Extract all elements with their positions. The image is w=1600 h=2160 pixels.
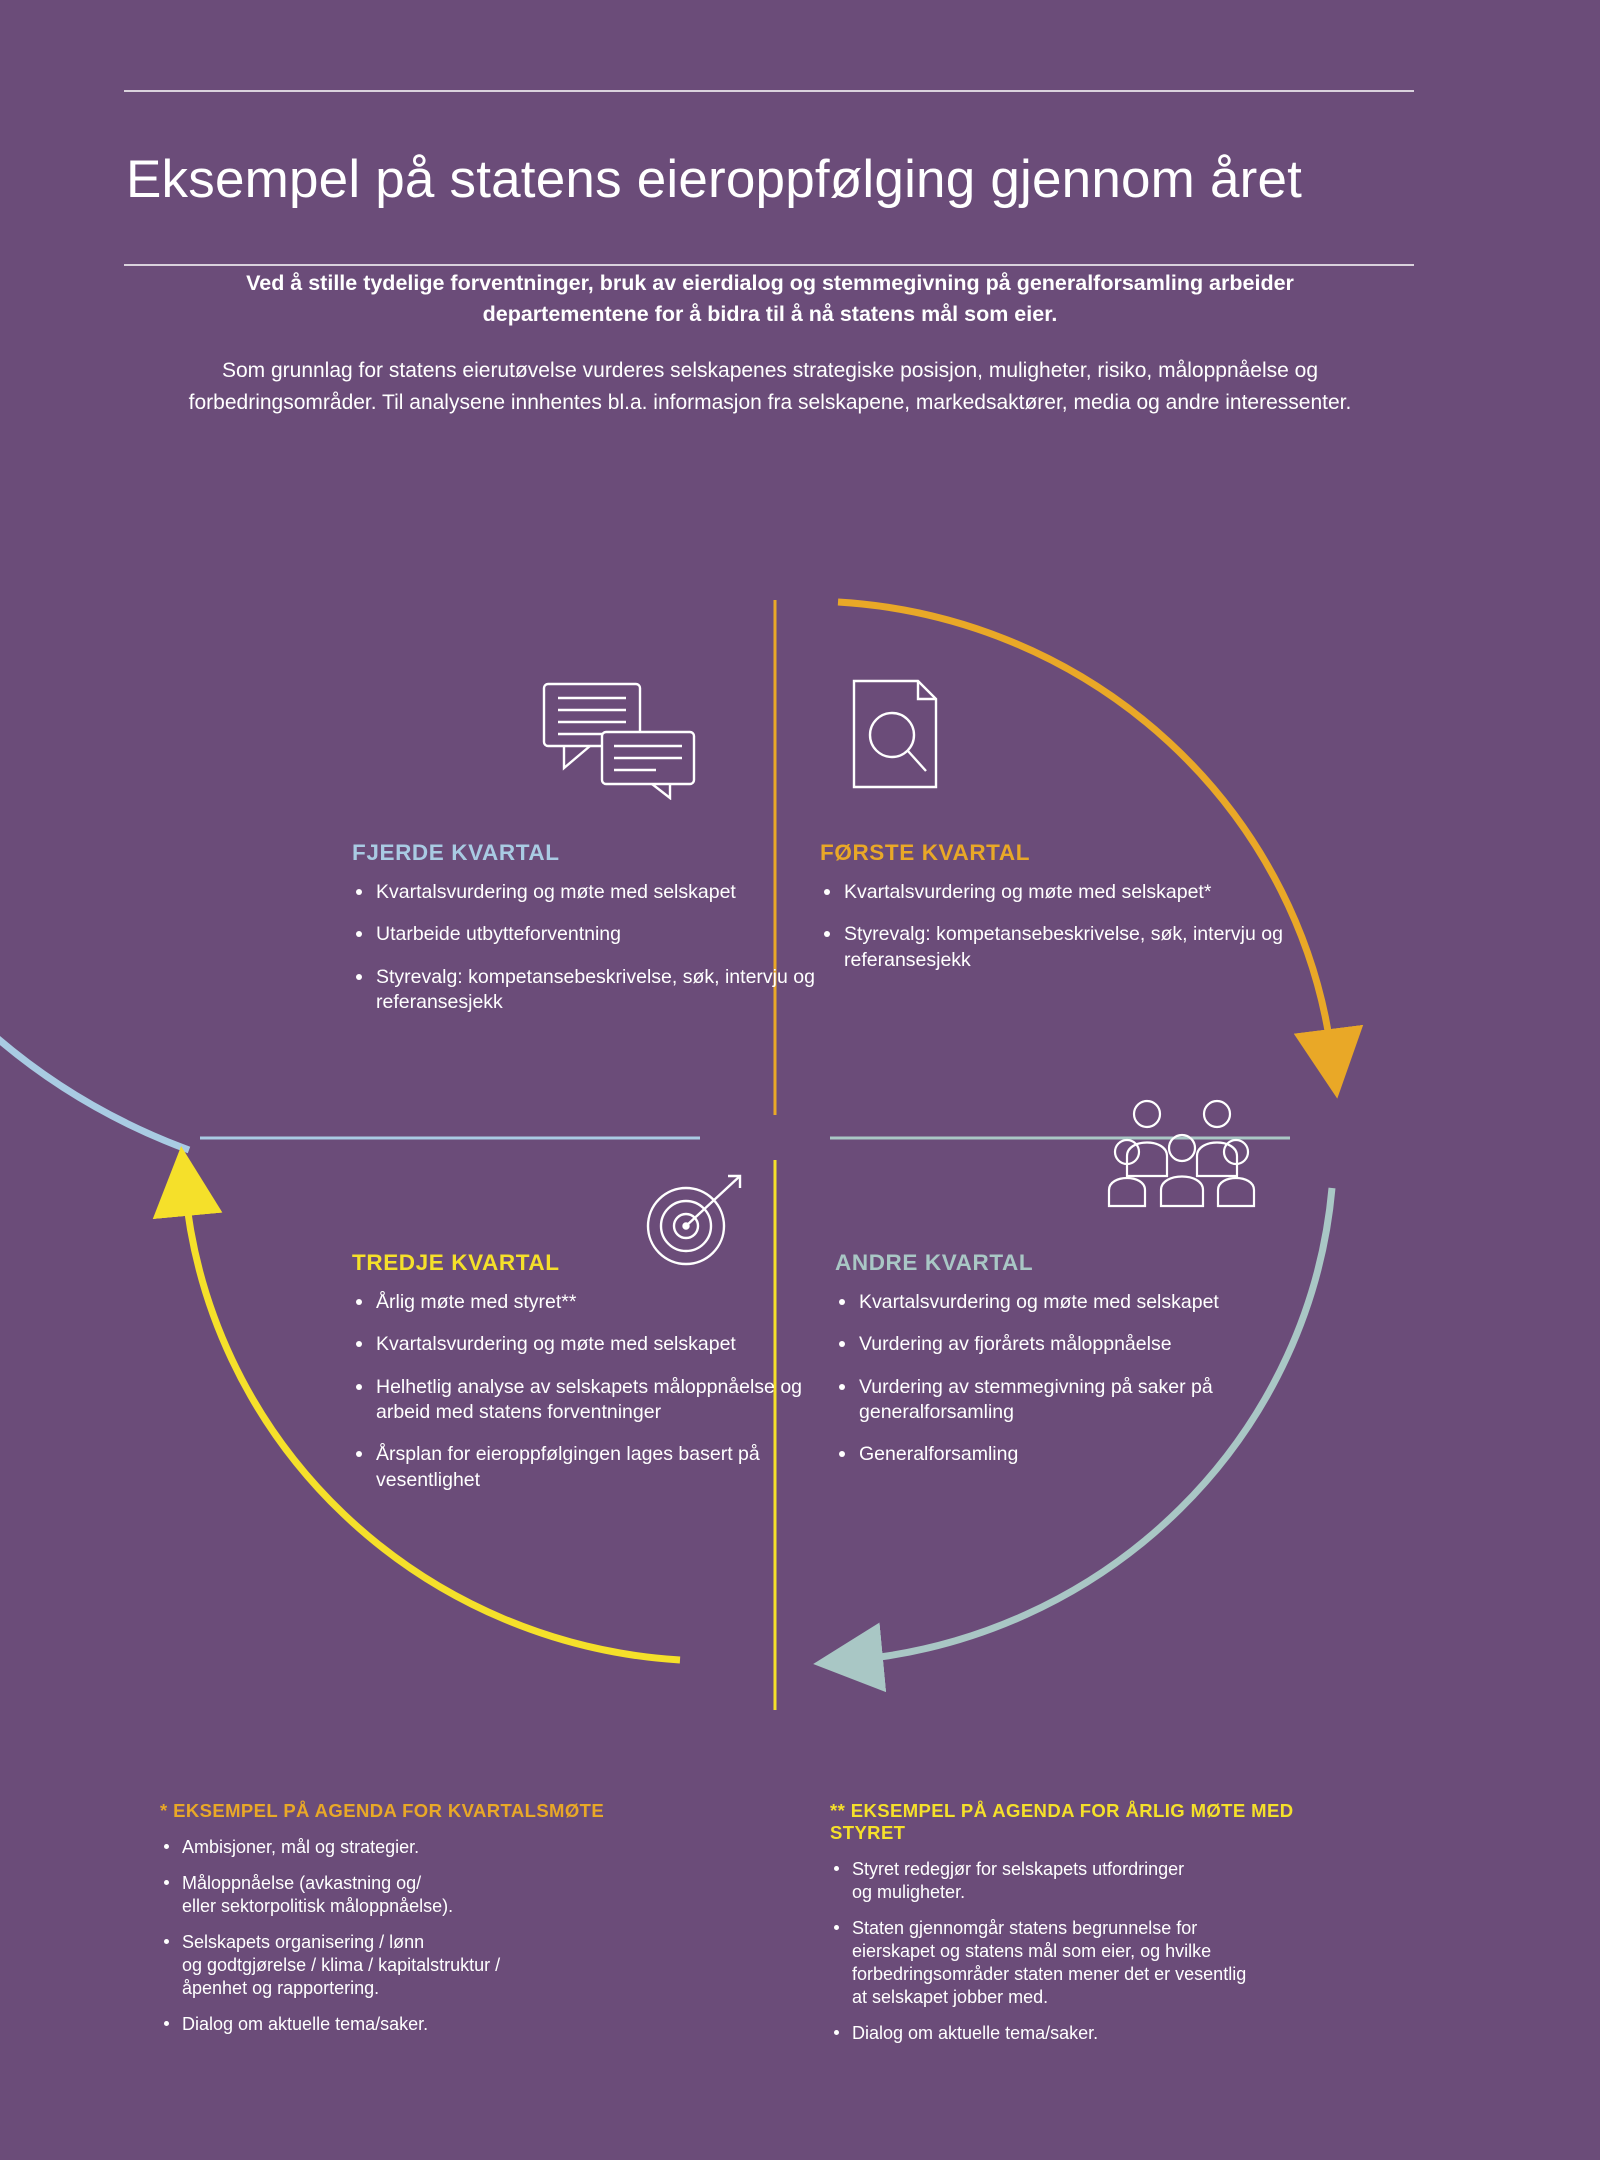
quadrant-andre-kvartal [835,1250,1305,1485]
intro [150,268,1390,419]
quadrant-list [352,880,822,1015]
footnote-title: ** EKSEMPEL PÅ AGENDA FOR ÅRLIG MØTE MED STYRET [830,1800,1294,1843]
list-item [160,1836,700,1859]
line: Ambisjoner, mål og strategier. [182,1837,420,1857]
list-item: Generalforsamling [835,1442,1305,1467]
list-item [160,1872,700,1918]
footnote-quarterly-agenda [160,1800,700,2049]
quadrant-heading: FØRSTE KVARTAL [820,840,1031,865]
header [124,90,1414,266]
list-item: Styrevalg: kompetansebeskrivelse, søk, intervju og referansesjekk [352,965,822,1016]
line: forbedringsområder staten mener det er vesentlig [852,1964,1247,1985]
list-item [830,1858,1370,1904]
footnote-list [160,1836,700,2036]
line: Styret redegjør for selskapets utfordringer [852,1859,1185,1879]
quadrant-tredje-kvartal [352,1250,822,1510]
line: eller sektorpolitisk måloppnåelse). [182,1896,454,1917]
list-item [160,2013,700,2036]
line: Staten gjennomgår statens begrunnelse for [852,1918,1198,1939]
line: og muligheter. [852,1882,966,1903]
line: åpenhet og rapportering. [182,1978,380,1999]
list-item: Kvartalsvurdering og møte med selskapet* [820,880,1290,905]
quadrant-list [835,1290,1305,1468]
quadrant-forste-kvartal [820,840,1290,990]
line: eierskapet og statens mål som eier, og hvilke [852,1941,1212,1962]
quadrant-list [352,1290,822,1493]
list-item [160,1931,700,2000]
quadrant-heading: ANDRE KVARTAL [835,1250,1034,1275]
list-item [830,2022,1370,2045]
line: og godtgjørelse / klima / kapitalstruktur / [182,1955,501,1976]
annual-cycle-diagram [0,560,1600,1780]
quadrant-heading: TREDJE KVARTAL [352,1250,560,1275]
line: Dialog om aktuelle tema/saker. [852,2023,1099,2044]
quadrant-list [820,880,1290,973]
list-item: Kvartalsvurdering og møte med selskapet [835,1290,1305,1315]
cycle-arrows [0,560,1600,1780]
list-item: Årsplan for eieroppfølgingen lages basert på vesentlighet [352,1442,822,1493]
line: Dialog om aktuelle tema/saker. [182,2014,429,2035]
list-item [830,1917,1370,2009]
list-item: Helhetlig analyse av selskapets måloppnåelse og arbeid med statens forventninger [352,1375,822,1426]
intro-lead: Ved å stille tydelige forventninger, bruk av eierdialog og stemmegivning på generalforsamling arbeider departementene for å bidra til å nå statens mål som eier. [246,271,1294,326]
header-rule-top [124,90,1414,92]
quadrant-heading: FJERDE KVARTAL [352,840,560,865]
intro-body: Som grunnlag for statens eierutøvelse vurderes selskapenes strategiske posisjon, muligheter, risiko, måloppnåelse og forbedringsområder. Til analysene innhentes bl.a. informasjon fra selskapene, markedsaktører, media og andre interessenter. [188,359,1352,414]
list-item: Utarbeide utbytteforventning [352,922,822,947]
list-item: Kvartalsvurdering og møte med selskapet [352,1332,822,1357]
list-item: Vurdering av stemmegivning på saker på generalforsamling [835,1375,1305,1426]
footnote-title: * EKSEMPEL PÅ AGENDA FOR KVARTALSMØTE [160,1800,605,1821]
line: Måloppnåelse (avkastning og/ [182,1873,422,1894]
list-item: Vurdering av fjorårets måloppnåelse [835,1332,1305,1357]
line: Selskapets organisering / lønn [182,1932,425,1953]
quadrant-fjerde-kvartal [352,840,822,1032]
list-item: Styrevalg: kompetansebeskrivelse, søk, intervju og referansesjekk [820,922,1290,973]
header-rule-bottom [124,264,1414,266]
line: at selskapet jobber med. [852,1987,1049,2008]
footnote-annual-board-agenda [830,1800,1370,2058]
list-item: Årlig møte med styret** [352,1290,822,1315]
footnote-list [830,1858,1370,2045]
list-item: Kvartalsvurdering og møte med selskapet [352,880,822,905]
page-title: Eksempel på statens eieroppfølging gjennom året [126,149,1303,209]
